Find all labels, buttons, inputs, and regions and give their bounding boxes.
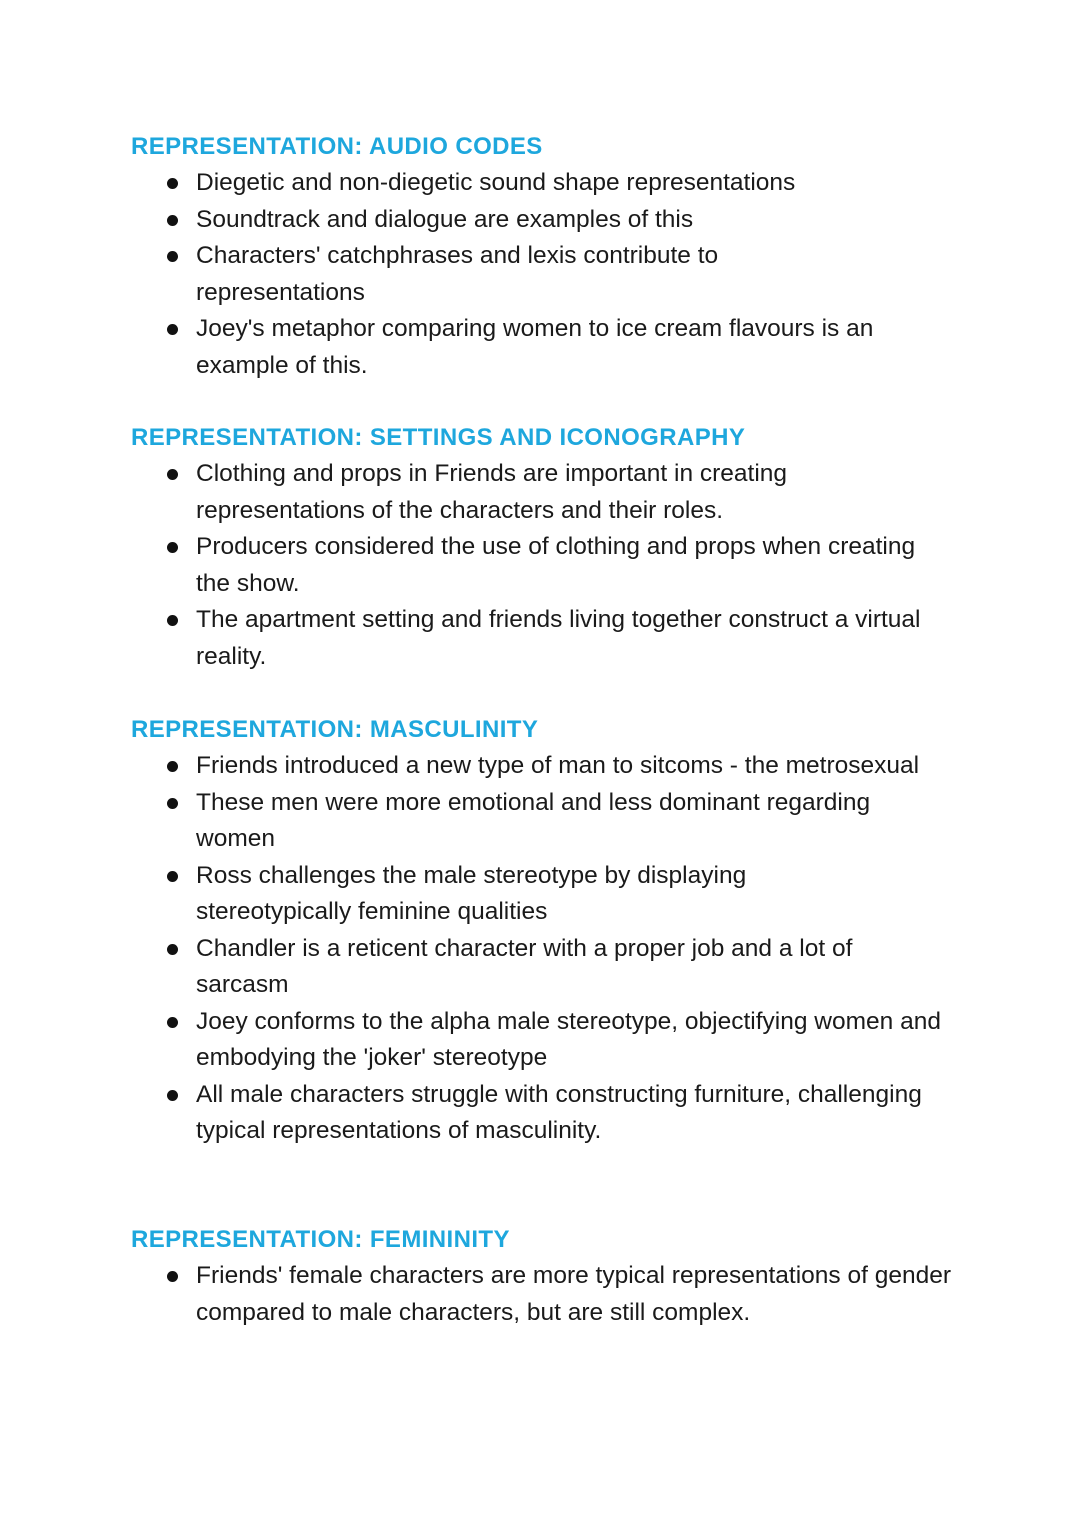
bullet-icon	[167, 1017, 178, 1028]
section-heading: REPRESENTATION: SETTINGS AND ICONOGRAPHY	[131, 424, 746, 451]
list-item	[131, 602, 951, 675]
list-item	[131, 931, 951, 1004]
list-item	[131, 456, 951, 529]
bullet-text: Joey's metaphor comparing women to ice cream flavours is an example of this.	[196, 315, 874, 379]
bullet-icon	[167, 871, 178, 882]
list-item	[131, 785, 906, 858]
list-item	[131, 311, 951, 384]
bullet-icon	[167, 1090, 178, 1101]
section-femininity	[131, 1222, 951, 1331]
bullet-text: Chandler is a reticent character with a proper job and a lot of sarcasm	[196, 934, 853, 998]
section-masculinity	[131, 712, 951, 1150]
section-heading: REPRESENTATION: FEMININITY	[131, 1226, 510, 1253]
section-heading: REPRESENTATION: AUDIO CODES	[131, 133, 543, 160]
list-item	[131, 858, 896, 931]
bullet-list	[131, 456, 951, 675]
bullet-list	[131, 1258, 951, 1331]
list-item	[131, 202, 951, 239]
list-item	[131, 1258, 951, 1331]
list-item	[131, 529, 951, 602]
bullet-list	[131, 165, 951, 384]
bullet-text: The apartment setting and friends living together construct a virtual reality.	[196, 606, 921, 670]
section-heading: REPRESENTATION: MASCULINITY	[131, 716, 539, 743]
bullet-icon	[167, 761, 178, 772]
bullet-text: Soundtrack and dialogue are examples of this	[196, 205, 694, 233]
section-audio-codes	[131, 129, 951, 384]
bullet-text: Friends introduced a new type of man to sitcoms - the metrosexual	[196, 752, 920, 779]
bullet-text: These men were more emotional and less dominant regarding women	[196, 788, 871, 852]
bullet-icon	[167, 944, 178, 955]
list-item	[131, 238, 806, 311]
list-item	[131, 165, 951, 202]
bullet-text: Friends' female characters are more typical representations of gender compared to male characters, but are still complex.	[196, 1262, 952, 1326]
bullet-icon	[167, 615, 178, 626]
bullet-icon	[167, 798, 178, 809]
bullet-icon	[167, 1271, 178, 1282]
list-item	[131, 748, 936, 785]
bullet-list	[131, 748, 951, 1150]
bullet-text: Joey conforms to the alpha male stereotype, objectifying women and embodying the 'joker' stereotype	[196, 1007, 941, 1071]
bullet-text: Diegetic and non-diegetic sound shape representations	[196, 169, 796, 196]
bullet-icon	[167, 469, 178, 480]
bullet-text: Characters' catchphrases and lexis contribute to representations	[196, 242, 719, 306]
bullet-icon	[167, 215, 178, 226]
bullet-text: Clothing and props in Friends are important in creating representations of the characters and their roles.	[196, 460, 788, 524]
section-settings-iconography	[131, 420, 951, 675]
bullet-icon	[167, 251, 178, 262]
list-item	[131, 1077, 951, 1150]
list-item	[131, 1004, 951, 1077]
bullet-icon	[167, 324, 178, 335]
bullet-icon	[167, 542, 178, 553]
bullet-text: Ross challenges the male stereotype by displaying stereotypically feminine qualities	[196, 861, 747, 925]
bullet-text: All male characters struggle with constructing furniture, challenging typical representations of masculinity.	[196, 1080, 922, 1144]
bullet-text: Producers considered the use of clothing and props when creating the show.	[196, 533, 916, 597]
bullet-icon	[167, 178, 178, 189]
